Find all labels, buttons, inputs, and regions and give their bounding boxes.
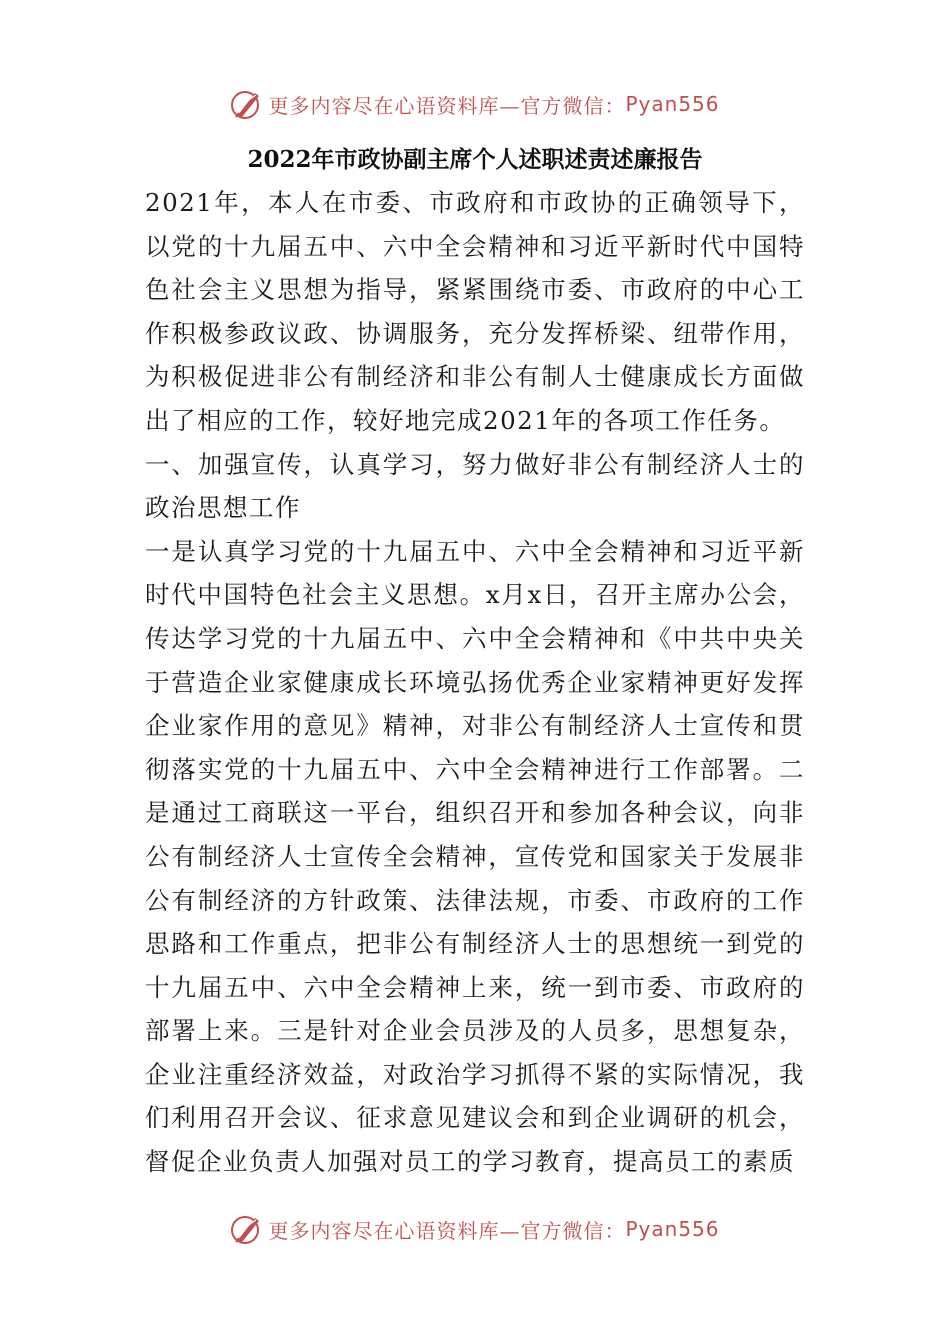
watermark-account: Pyan556	[625, 1217, 720, 1241]
paragraph-intro: 2021年，本人在市委、市政府和市政协的正确领导下，以党的十九届五中、六中全会精神和习近平新时代中国特色社会主义思想为指导，紧紧围绕市委、市政府的中心工作积极参政议政、协调服务，充分发挥桥梁、纽带作用，为积极促进非公有制经济和非公有制人士健康成长方面做出了相应的工作，较好地完成2021年的各项工作任务。	[145, 188, 805, 435]
footer-watermark	[0, 1209, 950, 1249]
quill-logo-icon	[230, 1212, 264, 1246]
document-title: 2022年市政协副主席个人述职述责述廉报告	[247, 146, 703, 173]
watermark-account: Pyan556	[625, 92, 720, 116]
watermark-text: 更多内容尽在心语资料库—官方微信：	[268, 93, 626, 118]
document-body	[145, 181, 805, 1184]
paragraph-section-1: 一是认真学习党的十九届五中、六中全会精神和习近平新时代中国特色社会主义思想。x月x日，召开主席办公会，传达学习党的十九届五中、六中全会精神和《中共中央关于营造企业家健康成长环境弘扬优秀企业家精神更好发挥企业家作用的意见》精神，对非公有制经济人士宣传和贯彻落实党的十九届五中、六中全会精神进行工作部署。二是通过工商联这一平台，组织召开和参加各种会议，向非公有制经济人士宣传全会精神，宣传党和国家关于发展非公有制经济的方针政策、法律法规，市委、市政府的工作思路和工作重点，把非公有制经济人士的思想统一到党的十九届五中、六中全会精神上来，统一到市委、市政府的部署上来。三是针对企业会员涉及的人员多，思想复杂，企业注重经济效益，对政治学习抓得不紧的实际情况，我们利用召开会议、征求意见建议会和到企业调研的机会，督促企业负责人加强对员工的学习教育，提高员工的素质	[145, 536, 805, 1177]
quill-logo-icon	[230, 87, 264, 121]
header-watermark	[0, 84, 950, 124]
section-heading-1: 一、加强宣传，认真学习，努力做好非公有制经济人士的政治思想工作	[145, 449, 805, 523]
watermark-text: 更多内容尽在心语资料库—官方微信：	[268, 1218, 626, 1243]
